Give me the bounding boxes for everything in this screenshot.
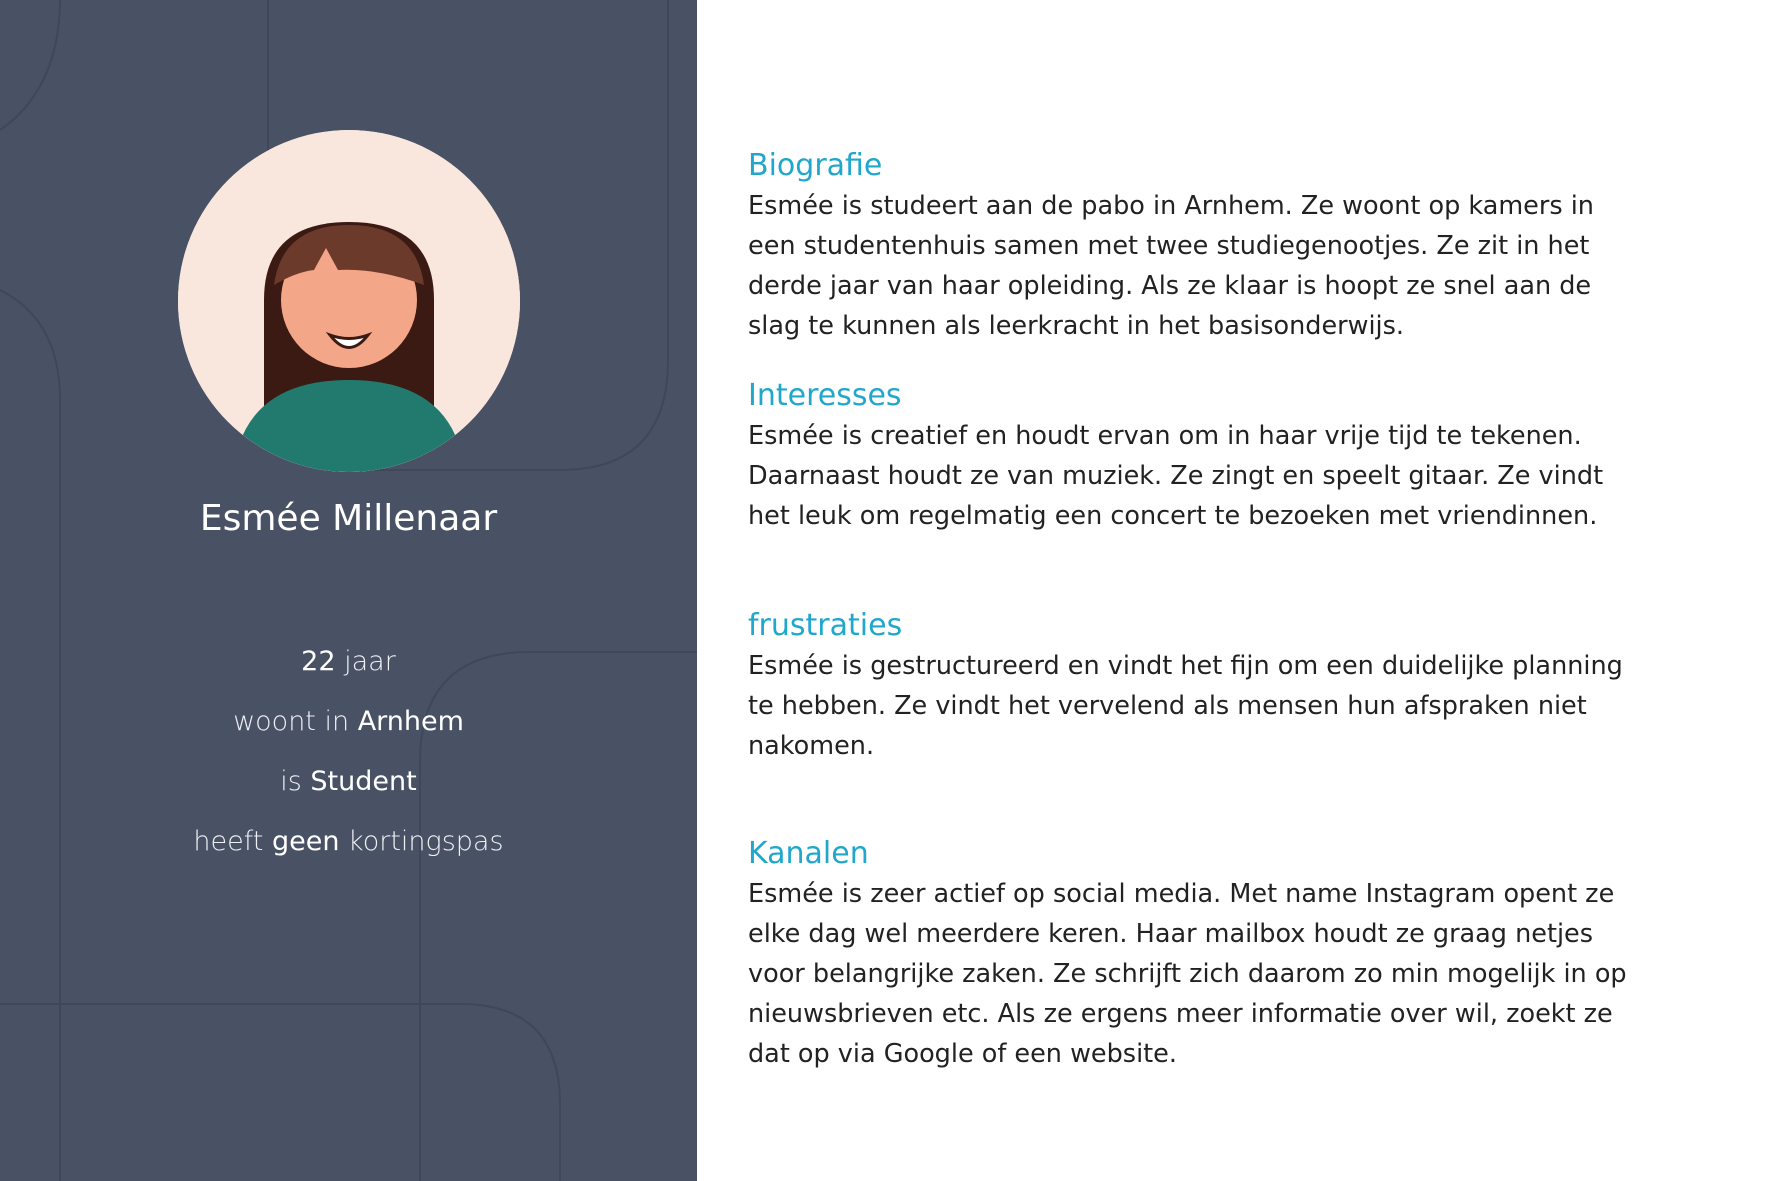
fact-discount-card-value: geen [271, 826, 340, 857]
fact-age: 22 jaar [301, 646, 396, 677]
fact-residence: woont in Arnhem [233, 706, 464, 737]
section-body: Esmée is gestructureerd en vindt het fijn om een duidelijke planning te hebben. Ze vindt het vervelend als mensen hun afspraken niet nakomen. [748, 651, 1623, 761]
profile-sidebar [0, 0, 697, 1181]
persona-name: Esmée Millenaar [199, 498, 498, 539]
section-heading: Interesses [748, 378, 902, 413]
section-body: Esmée is creatief en houdt ervan om in haar vrije tijd te tekenen. Daarnaast houdt ze van muziek. Ze zingt en speelt gitaar. Ze vindt het leuk om regelmatig een concert te bezoeken met vriendinnen. [748, 421, 1604, 531]
section-interesses [748, 376, 1648, 536]
persona-illustration [178, 130, 520, 472]
fact-discount-card: heeft geen kortingspas [193, 826, 504, 857]
section-body: Esmée is zeer actief op social media. Met name Instagram opent ze elke dag wel meerdere keren. Haar mailbox houdt ze graag netjes voor belangrijke zaken. Ze schrijft zich daarom zo min mogelijk in op nieuwsbrieven etc. Als ze ergens meer informatie over wil, zoekt ze dat op via Google of een website. [748, 879, 1627, 1069]
section-heading: frustraties [748, 608, 903, 643]
fact-age-value: 22 [301, 646, 336, 677]
section-heading: Kanalen [748, 836, 869, 871]
section-biografie [748, 146, 1648, 346]
section-frustraties [748, 606, 1648, 766]
avatar [178, 130, 520, 472]
fact-occupation: is Student [280, 766, 417, 797]
persona-facts [0, 632, 697, 872]
section-body: Esmée is studeert aan de pabo in Arnhem. Ze woont op kamers in een studentenhuis samen met twee studiegenootjes. Ze zit in het derde jaar van haar opleiding. Als ze klaar is hoopt ze snel aan de slag te kunnen als leerkracht in het basisonderwijs. [748, 191, 1594, 341]
fact-occupation-value: Student [310, 766, 417, 797]
fact-residence-value: Arnhem [357, 706, 464, 737]
section-kanalen [748, 834, 1648, 1074]
section-heading: Biografie [748, 148, 883, 183]
